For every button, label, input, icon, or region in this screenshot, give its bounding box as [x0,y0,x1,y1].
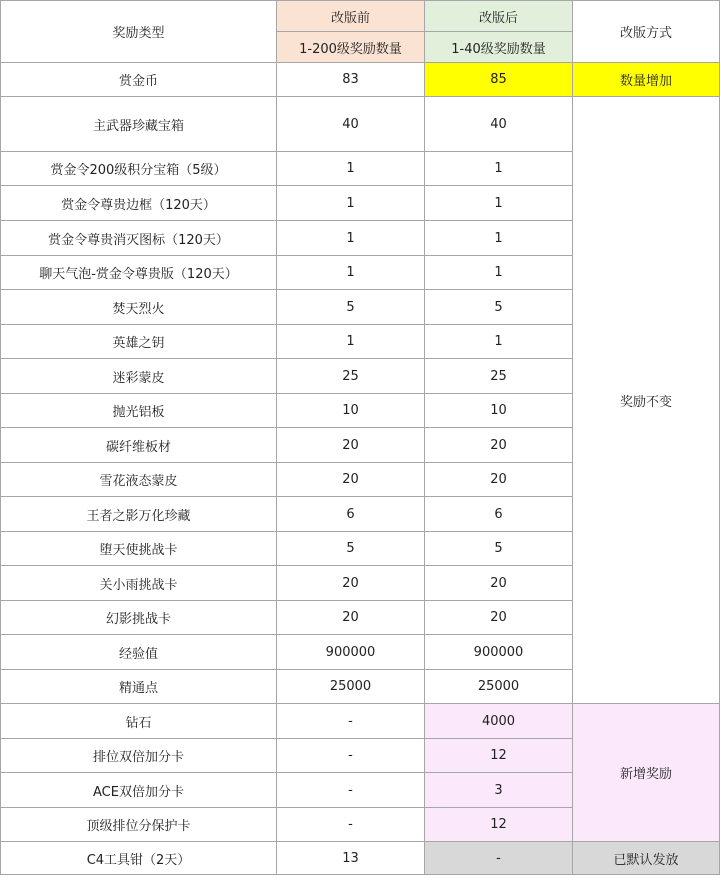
before-count: - [277,739,425,773]
after-count: 25000 [425,670,573,704]
after-count: 1 [425,186,573,221]
table-row [1,97,720,152]
before-count: 83 [277,63,425,97]
method-default: 已默认发放 [573,842,720,875]
after-count: 40 [425,97,573,152]
method-new: 新增奖励 [573,704,720,842]
after-count: 12 [425,808,573,842]
after-count: 1 [425,256,573,290]
after-count: 10 [425,394,573,428]
reward-name: 雪花液态蒙皮 [1,463,277,497]
header-reward-type: 奖励类型 [1,1,277,63]
reward-name: 排位双倍加分卡 [1,739,277,773]
before-count: 40 [277,97,425,152]
header-row [1,1,720,32]
before-count: 1 [277,186,425,221]
reward-name: ACE双倍加分卡 [1,773,277,808]
reward-name: 赏金令200级积分宝箱（5级） [1,152,277,186]
header-before: 改版前 [277,1,425,32]
before-count: 1 [277,152,425,186]
after-count: 20 [425,601,573,635]
before-count: 20 [277,463,425,497]
reward-name: 精通点 [1,670,277,704]
before-count: 10 [277,394,425,428]
table-row [1,842,720,875]
before-count: 1 [277,256,425,290]
table-row [1,704,720,739]
after-count: 85 [425,63,573,97]
before-count: 13 [277,842,425,875]
reward-name: 幻影挑战卡 [1,601,277,635]
after-count: 3 [425,773,573,808]
header-after-sub: 1-40级奖励数量 [425,32,573,63]
before-count: 20 [277,566,425,601]
reward-name: 迷彩蒙皮 [1,359,277,394]
reward-name: 焚天烈火 [1,290,277,325]
after-count: 20 [425,463,573,497]
before-count: 5 [277,532,425,566]
after-count: 6 [425,497,573,532]
before-count: 6 [277,497,425,532]
after-count: 1 [425,152,573,186]
method-unchanged: 奖励不变 [573,97,720,704]
after-count: 20 [425,428,573,463]
before-count: 20 [277,428,425,463]
reward-name: 英雄之钥 [1,325,277,359]
after-count: 1 [425,325,573,359]
after-count: 5 [425,290,573,325]
reward-name: 堕天使挑战卡 [1,532,277,566]
reward-name: 赏金令尊贵消灭图标（120天） [1,221,277,256]
before-count: - [277,773,425,808]
before-count: 25000 [277,670,425,704]
after-count: 900000 [425,635,573,670]
reward-name: 赏金令尊贵边框（120天） [1,186,277,221]
method-increase: 数量增加 [573,63,720,97]
table-row [1,63,720,97]
after-count: 12 [425,739,573,773]
before-count: 5 [277,290,425,325]
reward-name: 赏金币 [1,63,277,97]
after-count: 4000 [425,704,573,739]
before-count: 20 [277,601,425,635]
reward-name: 关小雨挑战卡 [1,566,277,601]
reward-name: C4工具钳（2天） [1,842,277,875]
after-count: 25 [425,359,573,394]
before-count: - [277,808,425,842]
reward-name: 抛光铝板 [1,394,277,428]
before-count: 900000 [277,635,425,670]
before-count: 25 [277,359,425,394]
header-before-sub: 1-200级奖励数量 [277,32,425,63]
before-count: - [277,704,425,739]
after-count: - [425,842,573,875]
header-method: 改版方式 [573,1,720,63]
reward-name: 顶级排位分保护卡 [1,808,277,842]
after-count: 1 [425,221,573,256]
header-after: 改版后 [425,1,573,32]
reward-name: 主武器珍藏宝箱 [1,97,277,152]
after-count: 5 [425,532,573,566]
after-count: 20 [425,566,573,601]
reward-name: 碳纤维板材 [1,428,277,463]
before-count: 1 [277,221,425,256]
reward-name: 王者之影万化珍藏 [1,497,277,532]
reward-name: 聊天气泡-赏金令尊贵版（120天） [1,256,277,290]
reward-name: 钻石 [1,704,277,739]
before-count: 1 [277,325,425,359]
reward-name: 经验值 [1,635,277,670]
